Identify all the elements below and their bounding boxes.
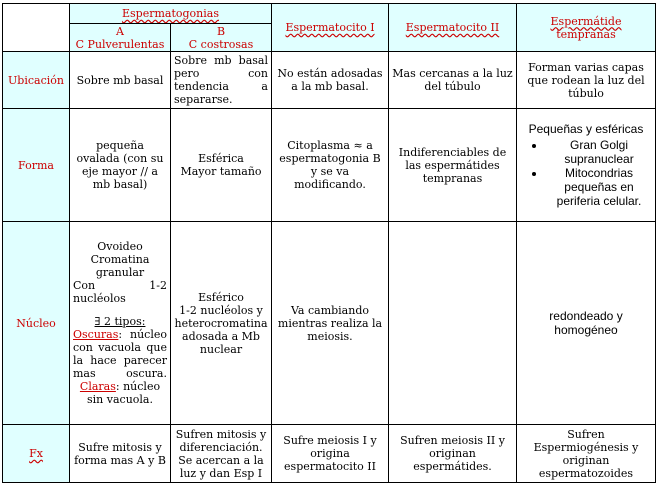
cell-ubicacion-b: Sobre mb basal pero con tendencia a separarse. bbox=[171, 52, 272, 109]
cell-forma-espermatide bbox=[517, 109, 656, 222]
table-wrapper bbox=[2, 3, 656, 483]
cell-nucleo-espermatide: redondeado y homogéneo bbox=[517, 222, 656, 425]
nucleo-a-claras: Claras: núcleo sin vacuola. bbox=[79, 380, 161, 406]
row-label-forma: Forma bbox=[3, 109, 70, 222]
header-espermatide: Espermátide tempranas bbox=[517, 4, 656, 52]
nucleo-a-line: Cromatina granular bbox=[90, 253, 150, 279]
cell-nucleo-espermatocito-2 bbox=[389, 222, 517, 425]
corner-cell bbox=[3, 4, 70, 52]
header-type-a: A C Pulverulentas bbox=[70, 24, 171, 52]
cell-nucleo-a bbox=[70, 222, 171, 425]
nucleo-a-types: ∃ 2 tipos: bbox=[94, 315, 146, 328]
cell-ubicacion-a: Sobre mb basal bbox=[70, 52, 171, 109]
row-label-fx: Fx bbox=[3, 425, 70, 483]
cell-fx-espermatide: Sufren Espermiogénesis y originan espermatozoides bbox=[517, 425, 656, 483]
cell-forma-a: pequeña ovalada (con su eje mayor // a mb basal) bbox=[70, 109, 171, 222]
list-item: • Mitocondrias pequeñas en periferia celular. bbox=[546, 166, 652, 208]
cell-fx-espermatocito-1: Sufre meiosis I y origina espermatocito II bbox=[272, 425, 389, 483]
cell-ubicacion-espermatocito-1: No están adosadas a la mb basal. bbox=[272, 52, 389, 109]
cell-fx-espermatocito-2: Sufren meiosis II y originan espermátides. bbox=[389, 425, 517, 483]
cell-ubicacion-espermatocito-2: Mas cercanas a la luz del túbulo bbox=[389, 52, 517, 109]
header-espermatocito-1: Espermatocito I bbox=[272, 4, 389, 52]
forma-espermatide-list bbox=[520, 138, 652, 208]
table-row bbox=[3, 222, 656, 425]
cell-forma-espermatocito-1: Citoplasma ≈ a espermatogonia B y se va modificando. bbox=[272, 109, 389, 222]
header-espermatocito-2: Espermatocito II bbox=[389, 4, 517, 52]
nucleo-a-line: Ovoideo bbox=[97, 240, 143, 253]
nucleo-a-oscuras: Oscuras: núcleo con vacuola que la hace parecer mas oscura. bbox=[73, 328, 167, 380]
header-espermatogonias: Espermatogonias bbox=[70, 4, 272, 24]
list-item: • Gran Golgi supranuclear bbox=[546, 138, 652, 166]
table-row bbox=[3, 52, 656, 109]
cell-nucleo-espermatocito-1: Va cambiando mientras realiza la meiosis. bbox=[272, 222, 389, 425]
cell-nucleo-b: Esférico 1-2 nucléolos y heterocromatina adosada a Mb nuclear bbox=[171, 222, 272, 425]
spermatogenesis-table bbox=[2, 3, 656, 483]
cell-fx-b: Sufren mitosis y diferenciación. Se acercan a la luz y dan Esp I bbox=[171, 425, 272, 483]
table-row bbox=[3, 425, 656, 483]
forma-espermatide-title: Pequeñas y esféricas bbox=[528, 122, 644, 136]
cell-forma-espermatocito-2: Indiferenciables de las espermátides tempranas bbox=[389, 109, 517, 222]
row-label-ubicacion: Ubicación bbox=[3, 52, 70, 109]
table-row bbox=[3, 109, 656, 222]
cell-forma-b: Esférica Mayor tamaño bbox=[171, 109, 272, 222]
cell-ubicacion-espermatide: Forman varias capas que rodean la luz del túbulo bbox=[517, 52, 656, 109]
header-type-b: B C costrosas bbox=[171, 24, 272, 52]
nucleo-a-line: Con 1-2 nucléolos bbox=[73, 279, 167, 305]
row-label-nucleo: Núcleo bbox=[3, 222, 70, 425]
cell-fx-a: Sufre mitosis y forma mas A y B bbox=[70, 425, 171, 483]
